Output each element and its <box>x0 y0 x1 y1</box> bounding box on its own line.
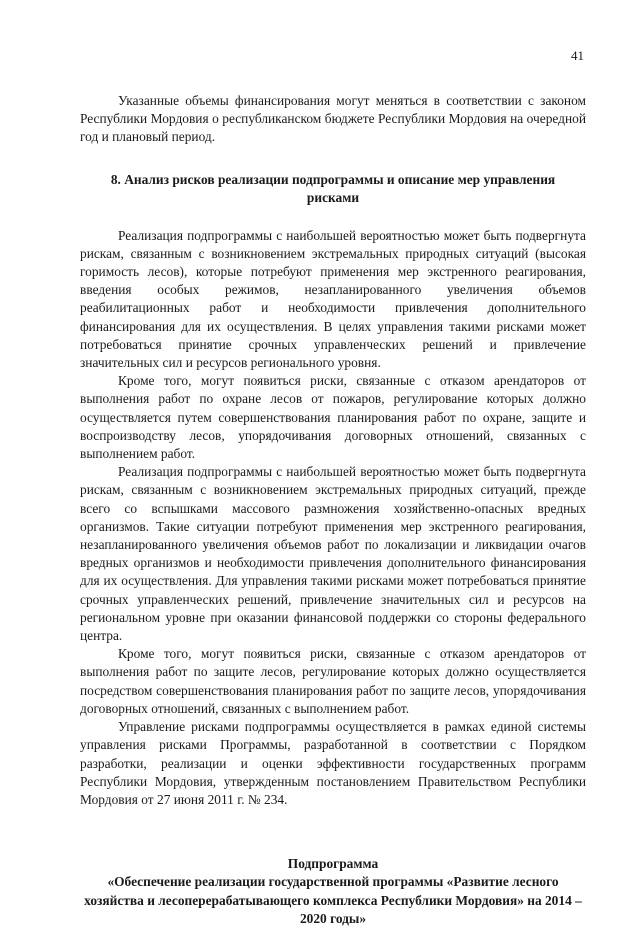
intro-paragraph: Указанные объемы финансирования могут меняться в соответствии с законом Республики Мордовия о республиканском бюджете Республики Мордовия на очередной год и плановый период. <box>80 93 586 145</box>
section-heading: 8. Анализ рисков реализации подпрограммы и описание мер управления рисками <box>110 171 556 205</box>
body-paragraph: Кроме того, могут появиться риски, связанные с отказом арендаторов от выполнения работ по защите лесов, регулирование которых должно осуществляется посредством совершенствования планирования работ по защите лесов, упорядочивания договорных отношений, связанных с выполнением работ. <box>80 646 586 716</box>
page-number: 41 <box>571 48 584 63</box>
body-paragraph: Кроме того, могут появиться риски, связанные с отказом арендаторов от выполнения работ по охране лесов от пожаров, регулирование которых должно осуществляется путем совершенствования планирования работ по охране, защите и воспроизводству лесов, упорядочивания договорных отношений, связанных с выполнением работ. <box>80 373 586 462</box>
document-body <box>80 92 586 929</box>
subprogram-title: Подпрограмма <box>287 856 379 872</box>
body-paragraph: Управление рисками подпрограммы осуществляется в рамках единой системы управления рисками Программы, разработанной в соответствии с Порядком разработки, реализации и оценки эффективности государственных программ Республики Мордовия, утвержденным постановлением Правительством Республики Мордовия от 27 июня 2011 г. № 234. <box>80 719 586 807</box>
body-paragraph: Реализация подпрограммы с наибольшей вероятностью может быть подвергнута рискам, связанным с возникновением экстремальных природных ситуаций, прежде всего со вспышками массового размножения хозяйственно-опасных вредных организмов. Такие ситуации потребуют применения мер экстренного реагирования, незапланированного увеличения объемов работ по локализации и ликвидации очагов вредных организмов и необходимости привлечения дополнительного финансирования для их осуществления. Для управления такими рисками может потребоваться принятие срочных управленческих решений, привлечение значительных сил и ресурсов на региональном уровне при оказании финансовой поддержки со стороны федерального центра. <box>80 464 586 644</box>
subprogram-name: «Обеспечение реализации государственной программы «Развитие лесного хозяйства и лесоперерабатывающего комплекса Республики Мордовия» на 2014 – 2020 годы» <box>84 874 582 927</box>
body-paragraph: Реализация подпрограммы с наибольшей вероятностью может быть подвергнута рискам, связанным с возникновением экстремальных природных ситуаций (высокая горимость лесов), которые потребуют применения мер экстренного реагирования, введения особых режимов, незапланированного увеличения объемов реабилитационных работ и необходимости привлечения дополнительного финансирования для их осуществления. В целях управления такими рисками может потребоваться принятие срочных управленческих решений и привлечение значительных сил и ресурсов регионального уровня. <box>80 227 586 371</box>
